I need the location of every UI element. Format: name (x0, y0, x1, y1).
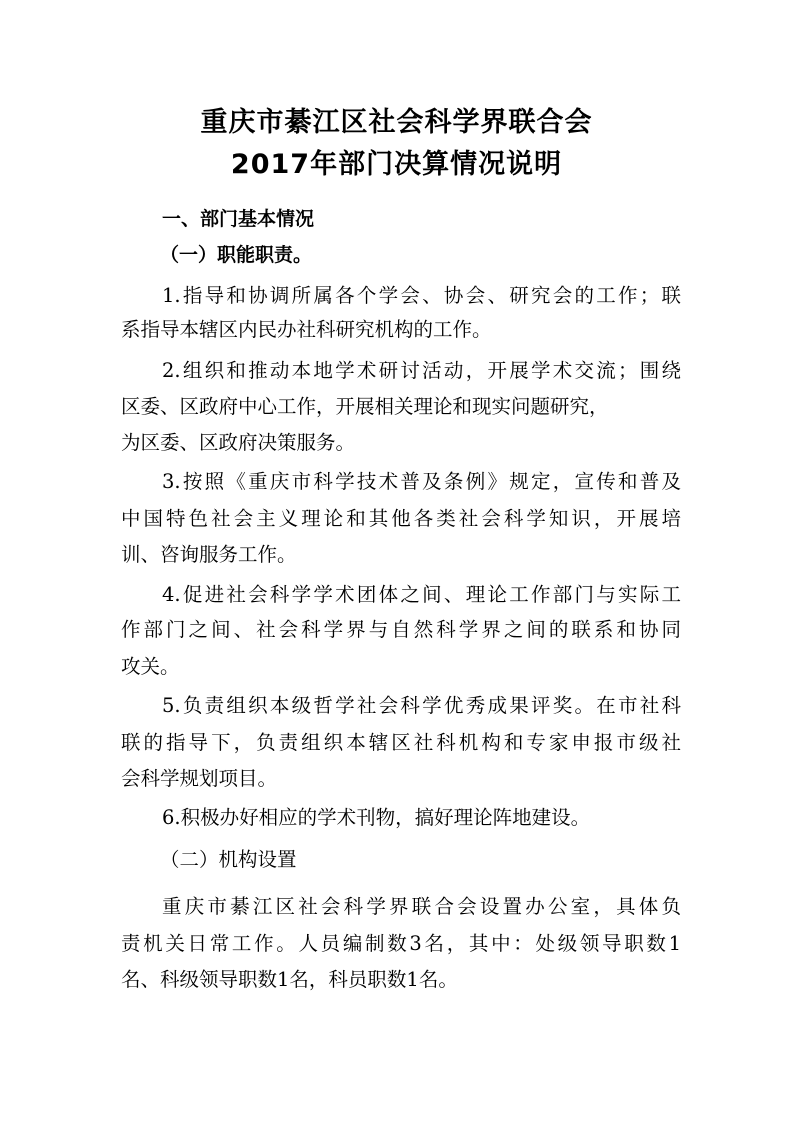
item4-line3: 攻关。 (121, 655, 180, 678)
subsection-heading-organization: （二）机构设置 (160, 848, 297, 871)
item5-line1: 5.负责组织本级哲学社会科学优秀成果评奖。在市社科 (162, 694, 681, 717)
org-paragraph-line3: 名、科级领导职数1名，科员职数1名。 (121, 968, 458, 991)
item1-line2: 系指导本辖区内民办社科研究机构的工作。 (121, 318, 492, 341)
item2-line1: 2.组织和推动本地学术研讨活动，开展学术交流；围绕 (162, 359, 681, 382)
item6-line1: 6.积极办好相应的学术刊物，搞好理论阵地建设。 (162, 806, 591, 829)
org-paragraph-line2: 责机关日常工作。人员编制数3名，其中：处级领导职数1 (121, 932, 681, 955)
section-heading-basic-info: 一、部门基本情况 (162, 208, 315, 230)
item2-line2: 区委、区政府中心工作，开展相关理论和现实问题研究， (121, 395, 609, 418)
item4-line1: 4.促进社会科学学术团体之间、理论工作部门与实际工 (162, 583, 681, 606)
item5-line3: 会科学规划项目。 (121, 767, 278, 790)
subsection-heading-functions: （一）职能职责。 (160, 244, 313, 266)
item5-line2: 联的指导下，负责组织本辖区社科机构和专家申报市级社 (121, 731, 681, 754)
org-paragraph-line1: 重庆市綦江区社会科学界联合会设置办公室，具体负 (162, 895, 681, 918)
item1-line1: 1.指导和协调所属各个学会、协会、研究会的工作；联 (162, 284, 681, 307)
item2-line3: 为区委、区政府决策服务。 (121, 431, 356, 454)
document-title-line2: 2017年部门决算情况说明 (230, 149, 563, 180)
document-title-line1: 重庆市綦江区社会科学界联合会 (200, 107, 593, 138)
item3-line1: 3.按照《重庆市科学技术普及条例》规定，宣传和普及 (162, 470, 681, 493)
item4-line2: 作部门之间、社会科学界与自然科学界之间的联系和协同 (121, 618, 681, 641)
item3-line3: 训、咨询服务工作。 (121, 543, 297, 566)
item3-line2: 中国特色社会主义理论和其他各类社会科学知识，开展培 (121, 507, 681, 530)
